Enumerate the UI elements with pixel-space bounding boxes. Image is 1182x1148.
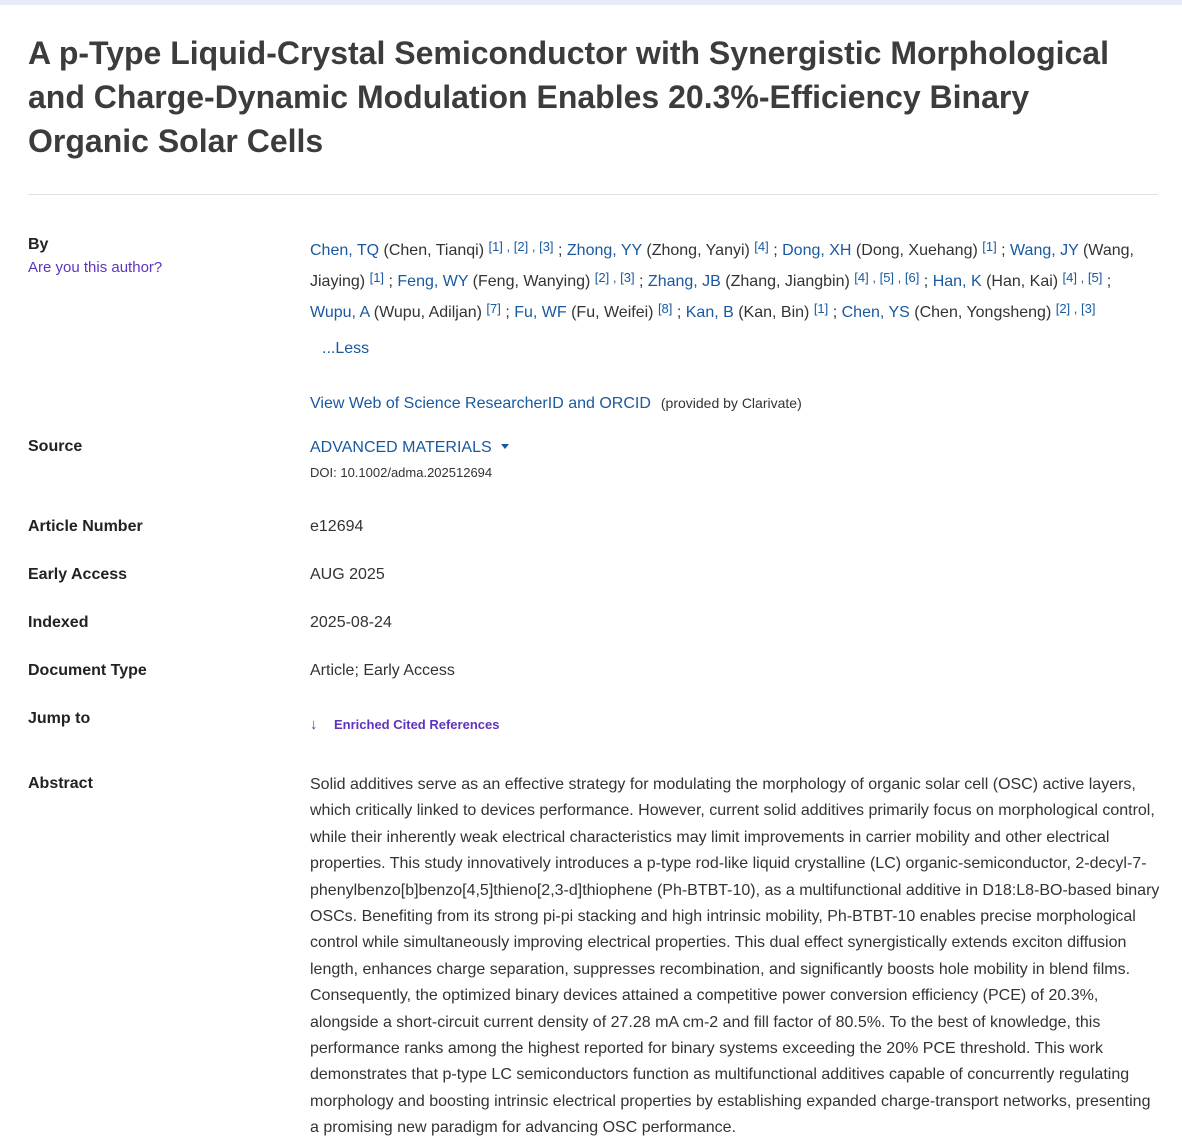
author-full-name: (Chen, Yongsheng) <box>909 304 1056 321</box>
source-label: Source <box>28 438 83 455</box>
article-title: A p-Type Liquid-Crystal Semiconductor with Synergistic Morphological and Charge-Dynamic Modulation Enables 20.3%-Efficiency Binary Organic Solar Cells <box>28 35 1109 159</box>
author-full-name: (Feng, Wanying) <box>468 273 595 290</box>
author-list <box>310 195 1140 417</box>
author-separator: ; <box>384 273 398 290</box>
indexed-label: Indexed <box>28 614 89 631</box>
journal-link[interactable] <box>310 439 509 456</box>
enriched-cited-references-link[interactable] <box>310 717 499 732</box>
journal-name: ADVANCED MATERIALS <box>310 439 492 456</box>
affiliation-ref-link[interactable]: [4] <box>754 239 769 254</box>
affiliation-ref-link[interactable]: [4] <box>1062 270 1078 285</box>
source-row <box>28 439 1157 517</box>
jump-to-label: Jump to <box>28 710 91 727</box>
jump-row <box>28 710 1157 772</box>
author-separator: ; <box>768 242 783 259</box>
field-row <box>28 661 1157 710</box>
field-row <box>28 613 1157 661</box>
author-names <box>310 239 1134 321</box>
early-access-value: AUG 2025 <box>310 566 385 583</box>
author-link[interactable]: Zhang, JB <box>647 273 721 290</box>
affiliation-ref-link[interactable]: [6] <box>904 270 920 285</box>
are-you-author-link[interactable]: Are you this author? <box>28 259 163 276</box>
author-separator: ; <box>828 304 842 321</box>
author-full-name: (Zhong, Yanyi) <box>641 242 755 259</box>
indexed-value: 2025-08-24 <box>310 614 392 631</box>
document-type-value: Article; Early Access <box>310 662 455 679</box>
author-full-name: (Wang, Jiaying) <box>310 242 1134 290</box>
wos-line <box>310 390 1140 417</box>
author-link[interactable]: Chen, YS <box>841 304 910 321</box>
author-separator: ; <box>553 242 567 259</box>
ref-separator: , <box>868 270 880 285</box>
doi-text: DOI: 10.1002/adma.202512694 <box>310 465 493 480</box>
affiliation-ref-link[interactable]: [1] <box>982 239 997 254</box>
author-link[interactable]: Dong, XH <box>782 242 852 259</box>
ref-separator: , <box>502 239 514 254</box>
field-row <box>28 517 1157 565</box>
by-label: By <box>28 236 49 253</box>
provided-by-clarivate: (provided by Clarivate) <box>660 395 802 411</box>
affiliation-ref-link[interactable]: [3] <box>620 270 635 285</box>
author-separator: ; <box>672 304 686 321</box>
author-full-name: (Han, Kai) <box>981 273 1063 290</box>
ref-separator: , <box>894 270 905 285</box>
caret-down-icon <box>501 444 509 449</box>
author-link[interactable]: Chen, TQ <box>310 242 380 259</box>
author-link[interactable]: Fu, WF <box>514 304 567 321</box>
author-link[interactable]: Zhong, YY <box>566 242 642 259</box>
author-full-name: (Chen, Tianqi) <box>379 242 489 259</box>
author-full-name: (Wupu, Adiljan) <box>369 304 487 321</box>
affiliation-ref-link[interactable]: [3] <box>1081 301 1096 316</box>
document-type-label: Document Type <box>28 662 147 679</box>
ref-separator: , <box>1070 301 1082 316</box>
ref-separator: , <box>609 270 621 285</box>
author-link[interactable]: Feng, WY <box>397 273 469 290</box>
affiliation-ref-link[interactable]: [1] <box>369 270 385 285</box>
abstract-row <box>28 772 1160 1142</box>
less-link[interactable]: ...Less <box>322 340 370 357</box>
affiliation-ref-link[interactable]: [4] <box>854 270 869 285</box>
abstract-label: Abstract <box>28 775 93 792</box>
affiliation-ref-link[interactable]: [2] <box>1055 301 1071 316</box>
affiliation-ref-link[interactable]: [2] <box>513 239 529 254</box>
author-separator: ; <box>500 304 515 321</box>
ref-separator: , <box>528 239 540 254</box>
affiliation-ref-link[interactable]: [5] <box>1087 270 1103 285</box>
author-full-name: (Dong, Xuehang) <box>851 242 983 259</box>
author-separator: ; <box>996 242 1011 259</box>
abstract-text: Solid additives serve as an effective strategy for modulating the morphology of organic solar cell (OSC) active layers, which critically linked to devices performance. However, current solid additives primarily focus on morphological control, while their inherently weak electrical characteristics may limit improvements in carrier mobility and other electrical properties. This study innovatively introduces a p-type rod-like liquid crystalline (LC) organic-semiconductor, 2-decyl-7-phenylbenzo[b]benzo[4,5]thieno[2,3-d]thiophene (Ph-BTBT-10), as a multifunctional additive in D18:L8-BO-based binary OSCs. Benefiting from its strong pi-pi stacking and high intrinsic mobility, Ph-BTBT-10 enables precise morphological control while simultaneously improving electrical properties. This dual effect synergistically extends exciton diffusion length, enhances charge separation, suppresses recombination, and significantly boosts hole mobility in blend films. Consequently, the optimized binary devices attained a competitive power conversion efficiency (PCE) of 20.3%, alongside a short-circuit current density of 27.28 mA cm-2 and fill factor of 80.5%. To the best of knowledge, this performance ranks among the highest reported for binary systems exceeding the 20% PCE threshold. This work demonstrates that p-type LC semiconductors function as multifunctional additives capable of concurrently regulating morphology and boosting intrinsic electrical properties by establishing expanded charge-transport networks, presenting a promising new paradigm for advancing OSC performance. <box>310 776 1160 1137</box>
author-separator: ; <box>1102 273 1112 290</box>
article-number-label: Article Number <box>28 518 143 535</box>
affiliation-ref-link[interactable]: [1] <box>813 301 829 316</box>
author-separator: ; <box>919 273 933 290</box>
author-link[interactable]: Wupu, A <box>310 304 370 321</box>
affiliation-ref-link[interactable]: [8] <box>657 301 673 316</box>
jump-value <box>310 710 1157 734</box>
affiliation-ref-link[interactable]: [1] <box>488 239 503 254</box>
author-link[interactable]: Kan, B <box>685 304 734 321</box>
affiliation-ref-link[interactable]: [5] <box>879 270 895 285</box>
author-separator: ; <box>634 273 648 290</box>
affiliation-ref-link[interactable]: [3] <box>539 239 554 254</box>
early-access-label: Early Access <box>28 566 128 583</box>
authors-row <box>28 195 1157 417</box>
source-value <box>310 439 1157 480</box>
field-row <box>28 565 1157 613</box>
author-link[interactable]: Wang, JY <box>1010 242 1079 259</box>
author-link[interactable]: Han, K <box>932 273 982 290</box>
enriched-cited-references-label: Enriched Cited References <box>334 717 500 732</box>
arrow-down-icon: ↓ <box>310 716 318 733</box>
author-full-name: (Fu, Weifei) <box>566 304 658 321</box>
author-full-name: (Kan, Bin) <box>733 304 814 321</box>
view-researcherid-link[interactable]: View Web of Science ResearcherID and ORCID <box>310 395 651 412</box>
author-full-name: (Zhang, Jiangbin) <box>720 273 855 290</box>
ref-separator: , <box>1077 270 1088 285</box>
record-page <box>0 5 1182 1142</box>
affiliation-ref-link[interactable]: [2] <box>594 270 610 285</box>
affiliation-ref-link[interactable]: [7] <box>486 301 501 316</box>
article-number-value: e12694 <box>310 518 364 535</box>
